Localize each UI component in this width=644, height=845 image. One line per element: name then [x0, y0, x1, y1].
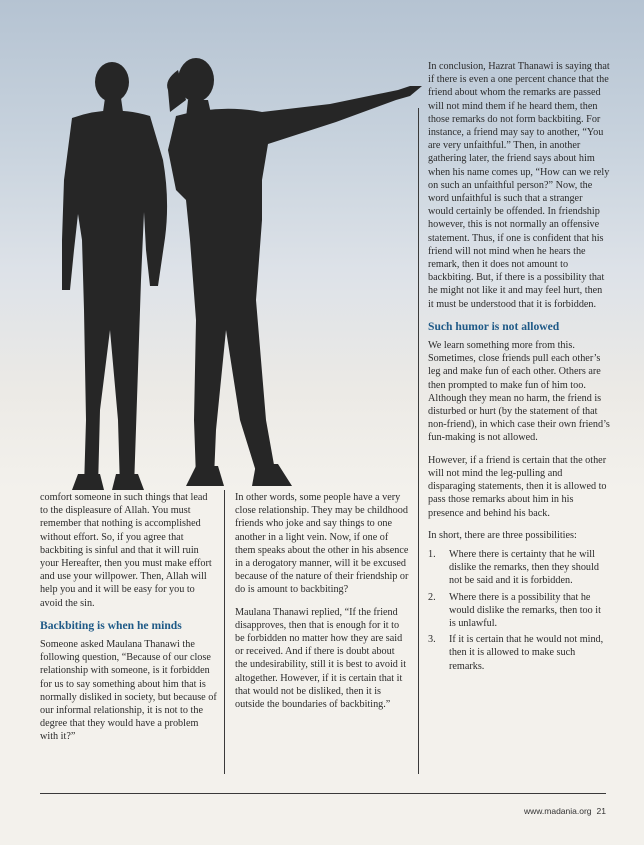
page-number: 21 [596, 806, 606, 816]
column-middle [235, 491, 409, 720]
left-paragraph-2: Someone asked Maulana Thanawi the following question, “Because of our close relationship with someone, is it forbidden for us to say something about him that is normally disliked in society, but because of our informal relationship, it is not to the degree that they would have a problem with it?” [40, 639, 217, 743]
list-item-number: 2. [428, 591, 436, 603]
heading-backbiting-when-he-minds: Backbiting is when he minds [40, 618, 182, 632]
list-item-number: 3. [428, 634, 436, 646]
list-item [428, 591, 610, 631]
left-paragraph-1: comfort someone in such things that lead to the displeasure of Allah. You must remember that nothing is accomplished without effort. So, if you agree that backbiting is sinful and that it will ruin your Hereafter, then you must make effort and use your willpower. Then, Allah will help you and it will be easy for you to avoid the sin. [40, 492, 212, 609]
footer-url[interactable]: www.madania.org [523, 806, 592, 816]
middle-paragraph-2: Maulana Thanawi replied, “If the friend disapproves, then that is enough for it to be forbidden no matter how they are said or received. And if there is doubt about the undesirability, still it is best to avoid it altogether. However, if it is certain that it that would not be disliked, then it is outside the boundaries of backbiting.” [235, 606, 407, 711]
middle-paragraph-1: In other words, some people have a very close relationship. They may be childhood friends who joke and say things to one another in a light vein. Now, if one of them speaks about the other in his absence in a derogatory manner, will it be excused because of the nature of their friendship or do is amount to backbiting? [235, 492, 409, 596]
column-divider-right [418, 108, 419, 774]
list-item-text: Where there is certainty that he will dislike the remarks, then they should not be said and it is forbidden. [449, 548, 599, 587]
footer-divider [40, 793, 606, 794]
right-paragraph-4: In short, there are three possibilities: [428, 529, 577, 541]
column-left [40, 491, 217, 753]
possibilities-list [428, 548, 610, 673]
listener-silhouette-icon [62, 62, 167, 490]
list-item [428, 633, 610, 673]
page-footer [524, 806, 606, 816]
list-item-number: 1. [428, 548, 436, 560]
heading-such-humor-not-allowed: Such humor is not allowed [428, 319, 560, 333]
list-item [428, 548, 610, 588]
list-item-text: If it is certain that he would not mind, then it is allowed to make such remarks. [449, 634, 604, 672]
column-divider-left [224, 490, 225, 774]
right-paragraph-3: However, if a friend is certain that the other will not mind the leg-pulling and disparaging statements, then it is allowed to pass those remarks about him in his presence and behind his back. [428, 454, 607, 519]
list-item-text: Where there is a possibility that he would dislike the remarks, then too it is unlawful. [449, 591, 601, 629]
column-right [428, 60, 610, 676]
right-paragraph-2: We learn something more from this. Sometimes, close friends pull each other’s leg and make fun of each other. Others are then prompted to make fun of him too. Although they mean no harm, the friend is disturbed or hurt (by the statement of that non-friend), in which case their own friend’s fun-making is not allowed. [428, 340, 610, 444]
whisperer-silhouette-icon [167, 58, 422, 486]
right-paragraph-1: In conclusion, Hazrat Thanawi is saying that if there is even a one percent chance that the friend about whom the remarks are passed will not mind them if he heard them, then those remarks do not form backbiting. For instance, a friend may say to another, “You are very unfaithful.” Then, in another gathering later, the friend says about him when his name comes up, “How can we rely on such an unfaithful person?” Now, the word unfaithful is such that a stranger would certainly be offended. In friendship however, this is not normally an offensive statement. Thus, if one is confident that his friend will not mind when he hears the remark, then it does not amount to backbiting. But, if there is a possibility that he might not like it and may feel hurt, then it must be understood that it is forbidden. [428, 61, 610, 310]
